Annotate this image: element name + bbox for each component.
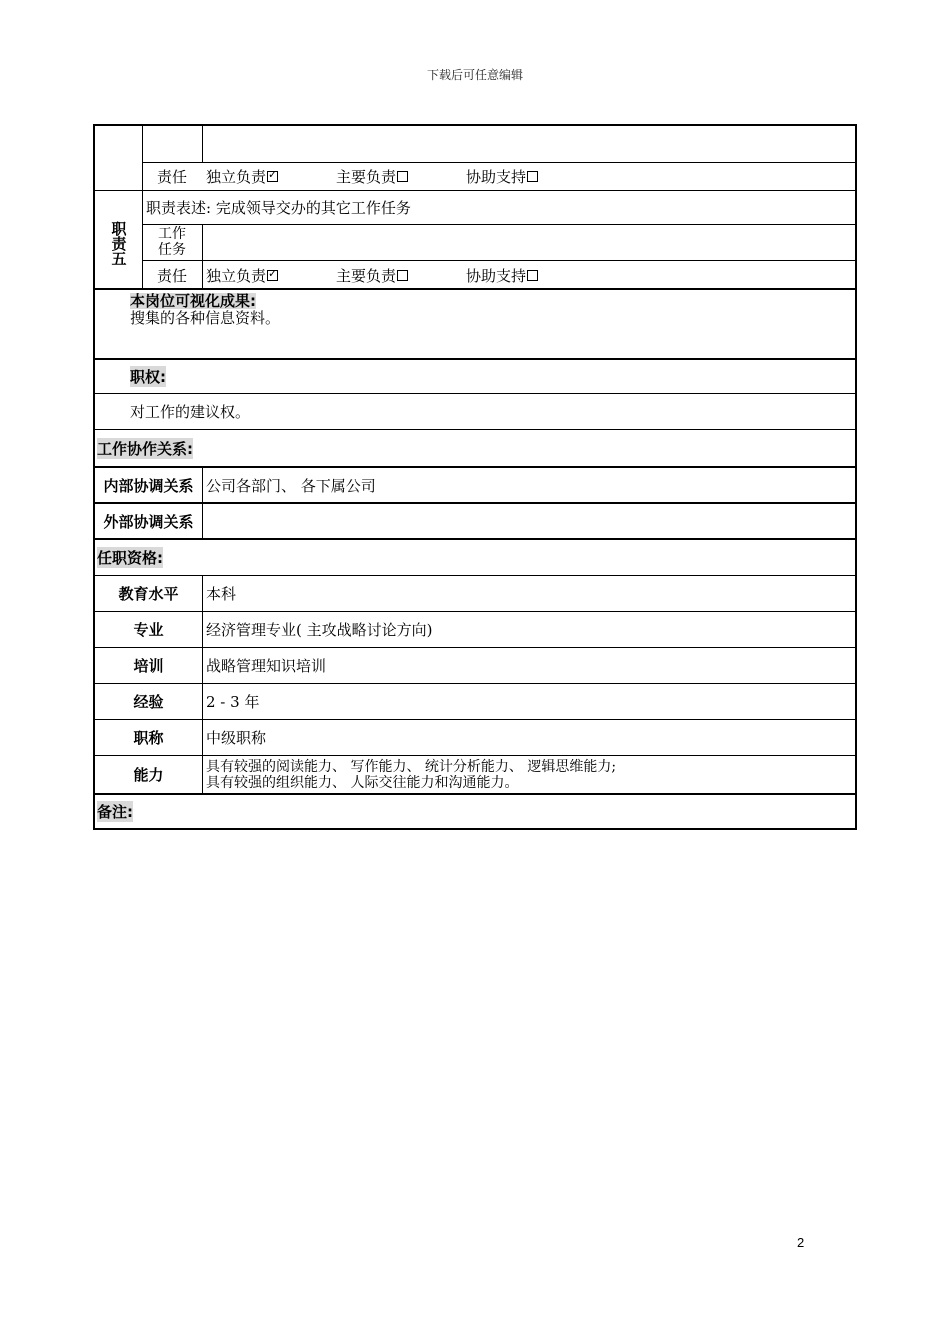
education-value: 本科 [206, 585, 237, 603]
professional-title-label: 职称 [133, 729, 164, 747]
task-label-line1: 工作 [158, 226, 186, 242]
assist-option-label: 协助支持 [466, 167, 527, 186]
qualification-row-title [93, 719, 857, 755]
professional-title-value: 中级职称 [206, 729, 267, 747]
main-option-label: 主要负责 [336, 266, 397, 285]
page-number: 2 [797, 1235, 805, 1250]
training-label: 培训 [133, 657, 164, 675]
visual-results-text: 搜集的各种信息资料。 [130, 309, 281, 327]
relations-title: 工作协作关系: [97, 439, 193, 458]
education-label: 教育水平 [118, 585, 179, 603]
checked-checkbox-icon[interactable] [267, 270, 278, 281]
header-note: 下载后可任意编辑 [426, 68, 523, 82]
checkbox-icon[interactable] [397, 270, 408, 281]
main-option-label: 主要负责 [336, 167, 397, 186]
duty-five-task-label [142, 224, 202, 260]
independent-option-label: 独立负责 [206, 266, 267, 285]
authority-title: 职权: [130, 368, 166, 386]
duty-four-resp-label: 责任 [156, 167, 187, 186]
qualification-row-training [93, 647, 857, 683]
remarks-row [93, 793, 857, 830]
checkbox-icon[interactable] [527, 171, 538, 182]
external-relations-label: 外部协调关系 [103, 512, 194, 531]
checkbox-icon[interactable] [527, 270, 538, 281]
duty-four-resp-options [206, 162, 846, 190]
internal-relations-row [93, 466, 857, 502]
qualification-row-major [93, 611, 857, 647]
duty-five-label [95, 190, 142, 290]
external-relations-row [93, 502, 857, 538]
qualification-row-ability [93, 755, 857, 793]
authority-text: 对工作的建议权。 [130, 403, 251, 421]
qualification-row-education [93, 575, 857, 611]
qualifications-title: 任职资格: [97, 549, 163, 567]
internal-relations-value: 公司各部门、 各下属公司 [206, 476, 376, 495]
duty-block [93, 124, 857, 288]
assist-option-label: 协助支持 [466, 266, 527, 285]
job-description-table [93, 124, 857, 830]
checked-checkbox-icon[interactable] [267, 171, 278, 182]
visual-results-title: 本岗位可视化成果: [130, 292, 256, 310]
task-label-line2: 任务 [158, 242, 186, 258]
ability-label: 能力 [133, 766, 164, 784]
duty-five-label-text: 职责五 [109, 220, 128, 266]
internal-relations-label: 内部协调关系 [103, 476, 194, 495]
experience-value: 2 - 3 年 [206, 693, 260, 711]
relations-title-row [93, 429, 857, 466]
ability-line-1: 具有较强的阅读能力、 写作能力、 统计分析能力、 逻辑思维能力; [206, 758, 617, 775]
checkbox-icon[interactable] [397, 171, 408, 182]
duty-five-resp-options [206, 260, 846, 290]
authority-title-row [93, 358, 857, 393]
experience-label: 经验 [133, 693, 164, 711]
qualification-row-experience [93, 683, 857, 719]
visual-results-section [93, 288, 857, 358]
independent-option-label: 独立负责 [206, 167, 267, 186]
qualifications-title-row [93, 538, 857, 575]
remarks-title: 备注: [97, 803, 133, 821]
training-value: 战略管理知识培训 [206, 657, 327, 675]
duty-five-statement: 职责表述: 完成领导交办的其它工作任务 [146, 198, 411, 217]
ability-line-2: 具有较强的组织能力、 人际交往能力和沟通能力。 [206, 774, 519, 791]
ability-value [206, 756, 616, 793]
major-value: 经济管理专业( 主攻战略讨论方向) [206, 621, 433, 639]
major-label: 专业 [133, 621, 164, 639]
duty-five-resp-label: 责任 [156, 266, 187, 285]
authority-text-row [93, 393, 857, 429]
